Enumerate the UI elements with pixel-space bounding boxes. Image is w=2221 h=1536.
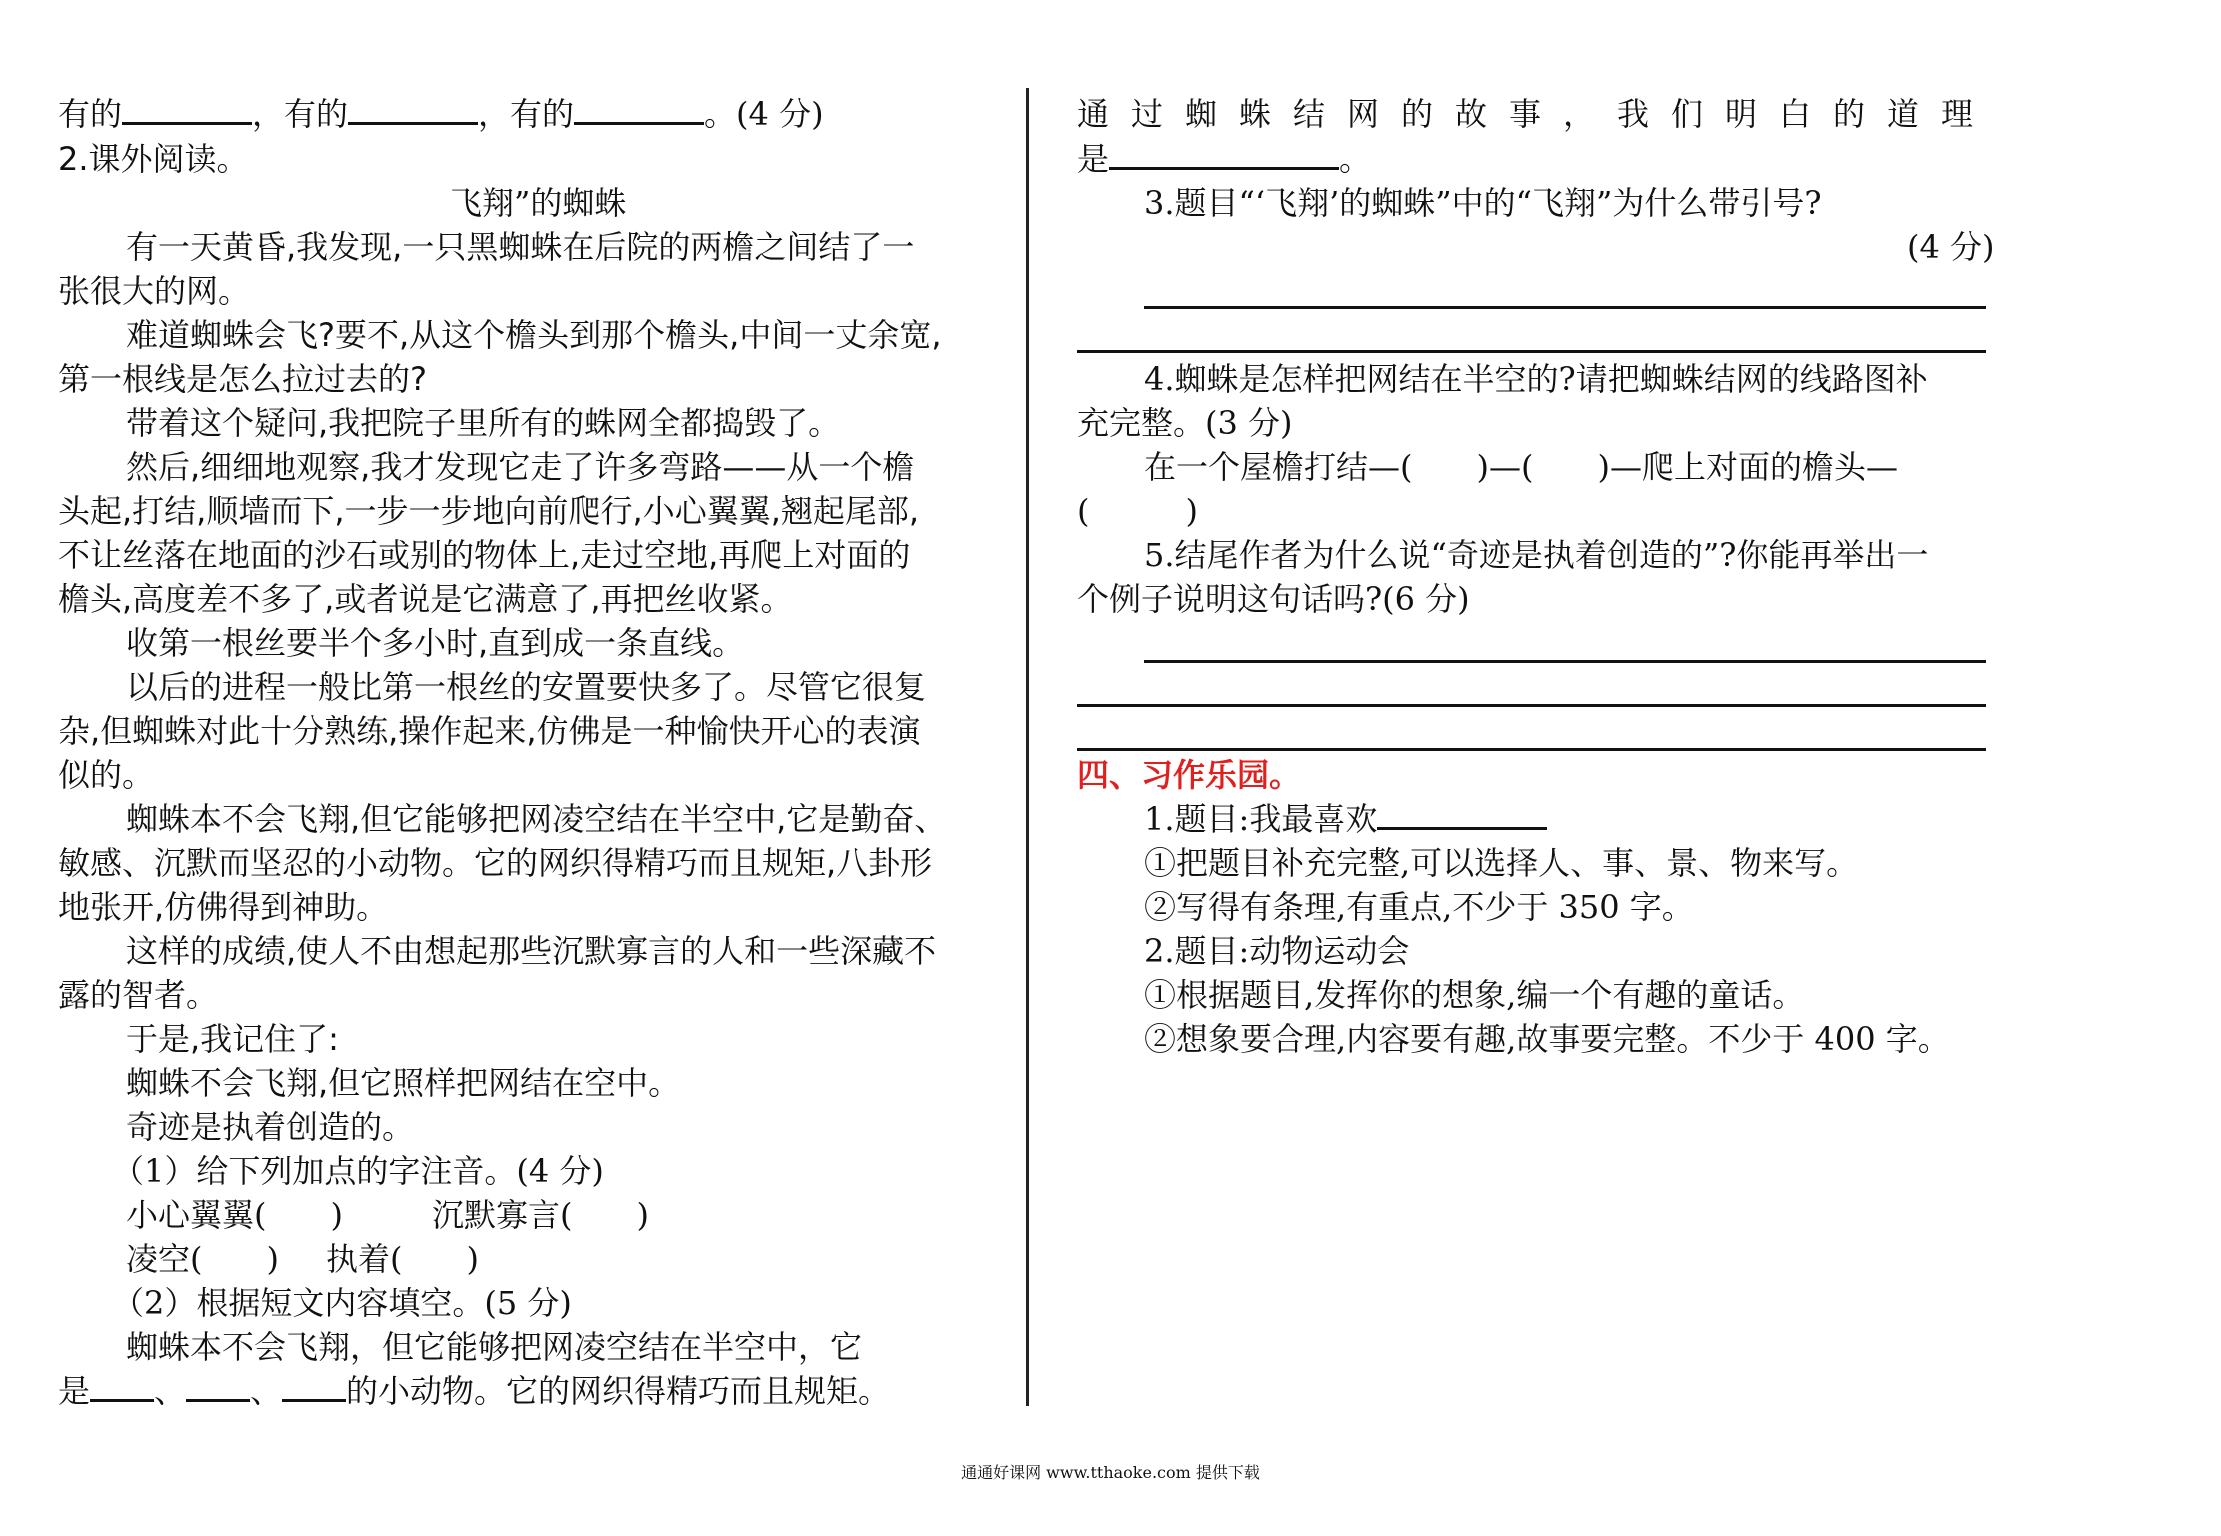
column-divider bbox=[1026, 88, 1029, 1406]
web-route-line: 在一个屋檐打结—( )—( )—爬上对面的檐头— bbox=[1144, 448, 1898, 486]
writing-requirement: ②想象要合理,内容要有趣,故事要完整。不少于 400 字。 bbox=[1144, 1020, 1950, 1058]
question-4-prompt: 充完整。(3 分) bbox=[1077, 404, 1293, 442]
question-2-prompt: （2）根据短文内容填空。(5 分) bbox=[112, 1284, 572, 1322]
answer-line[interactable] bbox=[1077, 748, 1986, 751]
answer-blank[interactable] bbox=[122, 92, 252, 125]
writing-topic-2: 2.题目:动物运动会 bbox=[1144, 932, 1410, 970]
passage-line: 露的智者。 bbox=[58, 976, 219, 1014]
question-line: 是 。 bbox=[1077, 137, 1371, 181]
question-5-prompt: 个例子说明这句话吗?(6 分) bbox=[1077, 580, 1470, 618]
question-line: 通过蜘蛛结网的故事，我们明白的道理 bbox=[1077, 95, 1996, 133]
question-3-score: (4 分) bbox=[1907, 228, 1995, 266]
passage-line: 然后,细细地观察,我才发现它走了许多弯路——从一个檐 bbox=[126, 448, 915, 486]
passage-line: 第一根线是怎么拉过去的? bbox=[58, 360, 427, 398]
question-5-prompt: 5.结尾作者为什么说“奇迹是执着创造的”?你能再举出一 bbox=[1144, 536, 1929, 574]
passage-line: 檐头,高度差不多了,或者说是它满意了,再把丝收紧。 bbox=[58, 580, 793, 618]
passage-line: 这样的成绩,使人不由想起那些沉默寡言的人和一些深藏不 bbox=[126, 932, 937, 970]
passage-line: 以后的进程一般比第一根丝的安置要快多了。尽管它很复 bbox=[126, 668, 927, 706]
answer-line[interactable] bbox=[1144, 306, 1986, 309]
question-line-top: 有的 ，有的 ，有的 。(4 分) bbox=[58, 92, 824, 136]
passage-line: 难道蜘蛛会飞?要不,从这个檐头到那个檐头,中间一丈余宽, bbox=[126, 316, 942, 354]
writing-requirement: ①把题目补充完整,可以选择人、事、景、物来写。 bbox=[1144, 844, 1859, 882]
section-heading: 2.课外阅读。 bbox=[58, 140, 249, 178]
pinyin-item[interactable]: 凌空( ) bbox=[126, 1240, 279, 1278]
web-route-line: ( ) bbox=[1077, 492, 1198, 530]
section-4-heading: 四、习作乐园。 bbox=[1077, 756, 1302, 794]
fill-in-line: 是 、 、 的小动物。它的网织得精巧而且规矩。 bbox=[58, 1369, 890, 1413]
answer-blank[interactable] bbox=[186, 1369, 250, 1402]
answer-blank[interactable] bbox=[574, 92, 704, 125]
answer-line[interactable] bbox=[1144, 660, 1986, 663]
passage-line: 地张开,仿佛得到神助。 bbox=[58, 888, 389, 926]
passage-title: 飞翔”的蜘蛛 bbox=[450, 184, 627, 222]
answer-blank[interactable] bbox=[348, 92, 478, 125]
pinyin-item[interactable]: 小心翼翼( ) bbox=[126, 1196, 343, 1234]
passage-line: 蜘蛛本不会飞翔,但它能够把网凌空结在半空中,它是勤奋、 bbox=[126, 800, 947, 838]
question-4-prompt: 4.蜘蛛是怎样把网结在半空的?请把蜘蛛结网的线路图补 bbox=[1144, 360, 1928, 398]
pinyin-item[interactable]: 沉默寡言( ) bbox=[432, 1196, 649, 1234]
answer-line[interactable] bbox=[1077, 350, 1986, 353]
passage-line: 奇迹是执着创造的。 bbox=[126, 1108, 415, 1146]
passage-line: 收第一根丝要半个多小时,直到成一条直线。 bbox=[126, 624, 745, 662]
passage-line: 有一天黄昏,我发现,一只黑蜘蛛在后院的两檐之间结了一 bbox=[126, 228, 915, 266]
question-3-prompt: 3.题目“‘飞翔’的蜘蛛”中的“飞翔”为什么带引号? bbox=[1144, 184, 1822, 222]
answer-blank[interactable] bbox=[282, 1369, 346, 1402]
answer-blank[interactable] bbox=[90, 1369, 154, 1402]
answer-blank[interactable] bbox=[1377, 797, 1547, 830]
writing-topic-1: 1.题目:我最喜欢 bbox=[1144, 797, 1547, 841]
passage-line: 张很大的网。 bbox=[58, 272, 251, 310]
fill-in-line: 蜘蛛本不会飞翔，但它能够把网凌空结在半空中，它 bbox=[126, 1328, 863, 1366]
passage-line: 于是,我记住了: bbox=[126, 1020, 339, 1058]
question-1-prompt: （1）给下列加点的字注音。(4 分) bbox=[112, 1152, 604, 1190]
pinyin-item[interactable]: 执着( ) bbox=[326, 1240, 479, 1278]
answer-line[interactable] bbox=[1077, 704, 1986, 707]
page-footer: 通通好课网 www.tthaoke.com 提供下载 bbox=[961, 1463, 1260, 1482]
passage-line: 头起,打结,顺墙而下,一步一步地向前爬行,小心翼翼,翘起尾部, bbox=[58, 492, 920, 530]
passage-line: 杂,但蜘蛛对此十分熟练,操作起来,仿佛是一种愉快开心的表演 bbox=[58, 712, 921, 750]
writing-requirement: ①根据题目,发挥你的想象,编一个有趣的童话。 bbox=[1144, 976, 1805, 1014]
passage-line: 不让丝落在地面的沙石或别的物体上,走过空地,再爬上对面的 bbox=[58, 536, 911, 574]
passage-line: 蜘蛛不会飞翔,但它照样把网结在空中。 bbox=[126, 1064, 681, 1102]
passage-line: 带着这个疑问,我把院子里所有的蛛网全都捣毁了。 bbox=[126, 404, 841, 442]
passage-line: 似的。 bbox=[58, 756, 155, 794]
answer-blank[interactable] bbox=[1109, 137, 1339, 170]
writing-requirement: ②写得有条理,有重点,不少于 350 字。 bbox=[1144, 888, 1694, 926]
passage-line: 敏感、沉默而坚忍的小动物。它的网织得精巧而且规矩,八卦形 bbox=[58, 844, 933, 882]
